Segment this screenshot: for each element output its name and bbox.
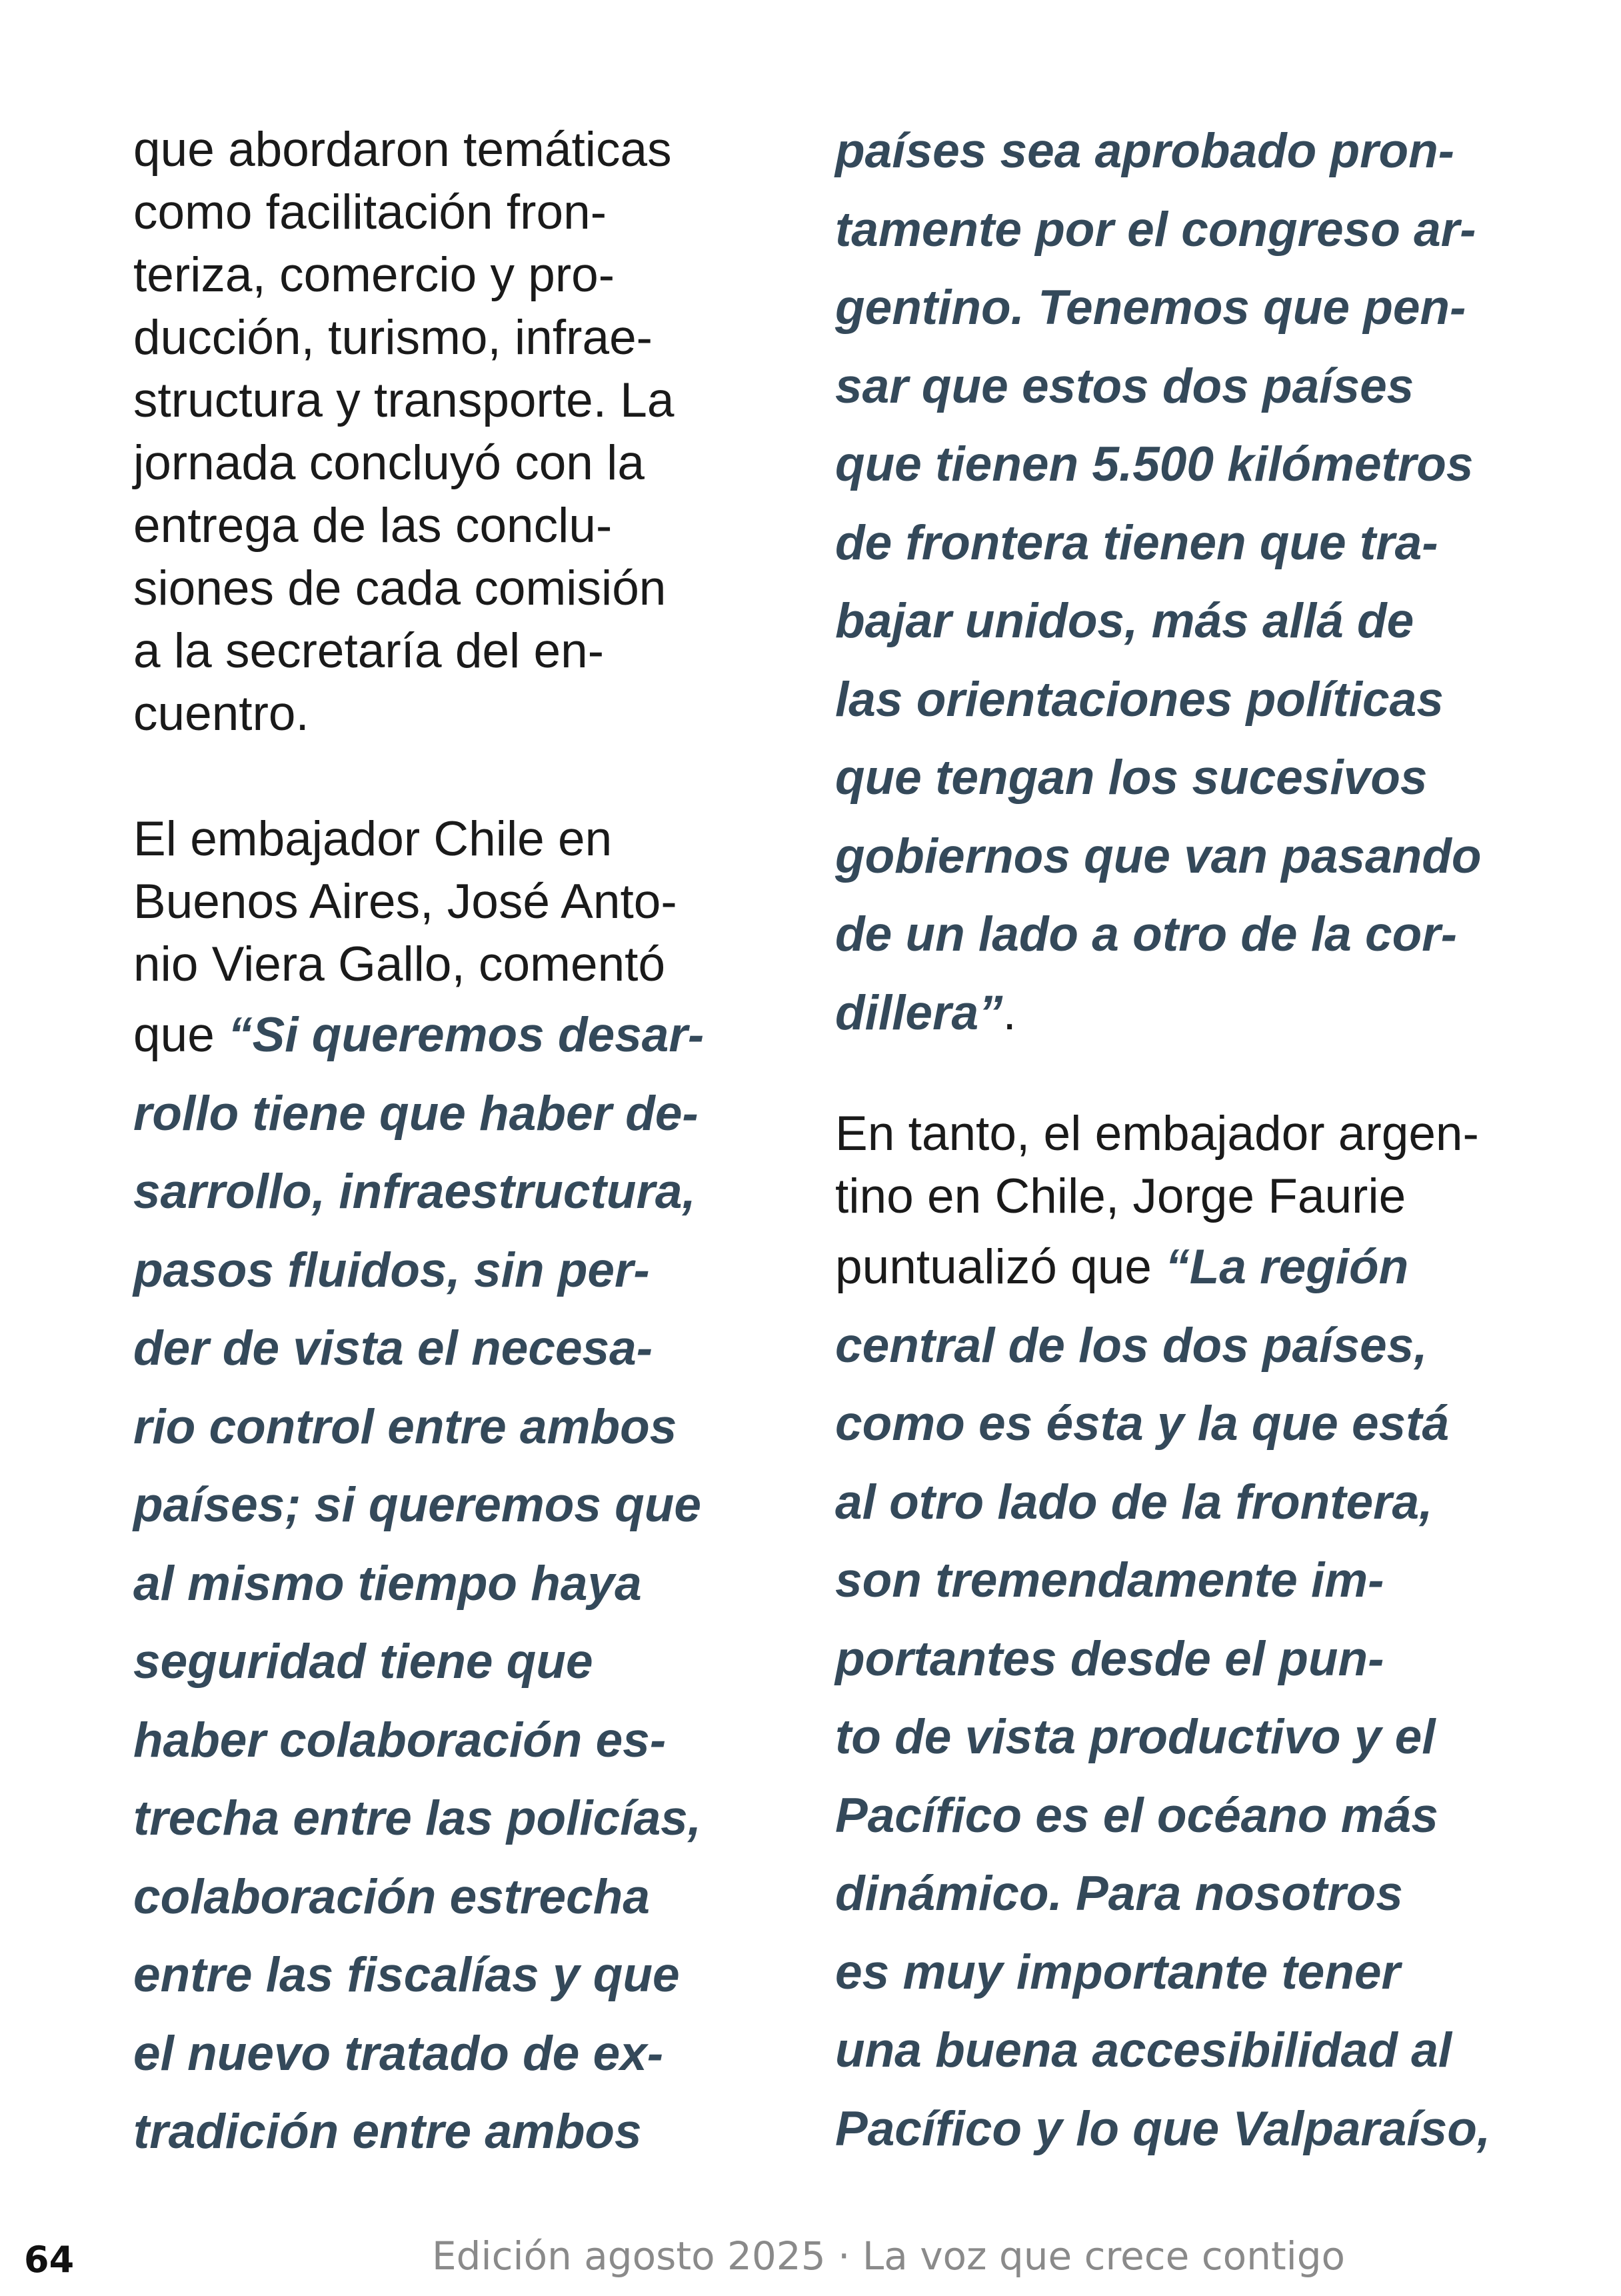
quote-line: como es ésta y la que está bbox=[835, 1397, 1450, 1451]
quote-line: es muy importante tener bbox=[835, 1945, 1400, 1999]
paragraph-2 bbox=[133, 808, 753, 2171]
paragraph-3 bbox=[835, 1103, 1535, 2168]
quote-line: colaboración estrecha bbox=[133, 1869, 650, 1924]
text-line: En tanto, el embajador argen- bbox=[835, 1107, 1479, 1161]
mixed-text-line bbox=[835, 974, 1535, 1053]
text-line: entrega de las conclu- bbox=[133, 499, 613, 553]
text-line: Buenos Aires, José Anto- bbox=[133, 875, 677, 929]
quote-line: sar que estos dos países bbox=[835, 359, 1414, 413]
text-line: El embajador Chile en bbox=[133, 812, 613, 866]
quote-line: tamente por el congreso ar- bbox=[835, 202, 1476, 257]
quote-line: portantes desde el pun- bbox=[835, 1631, 1384, 1686]
quote-line: rio control entre ambos bbox=[133, 1399, 677, 1454]
quote-line: países; si queremos que bbox=[133, 1478, 701, 1532]
quote-line: haber colaboración es- bbox=[133, 1713, 667, 1767]
paragraph-gap bbox=[133, 745, 753, 808]
quote-fragment: dillera” bbox=[835, 985, 1003, 1040]
quote-line: al otro lado de la frontera, bbox=[835, 1475, 1433, 1529]
text-line: structura y transporte. La bbox=[133, 373, 675, 427]
paragraph-gap bbox=[835, 1052, 1535, 1103]
text-line: nio Viera Gallo, comentó bbox=[133, 937, 666, 991]
quote-line: el nuevo tratado de ex- bbox=[133, 2026, 664, 2081]
quote-line: de un lado a otro de la cor- bbox=[835, 907, 1457, 961]
quote-continuation bbox=[835, 112, 1535, 1052]
right-column bbox=[835, 112, 1535, 2168]
text-line: que abordaron temáticas bbox=[133, 123, 672, 177]
quote-line: bajar unidos, más allá de bbox=[835, 594, 1414, 648]
quote-line: que tienen 5.500 kilómetros bbox=[835, 437, 1474, 491]
quote-line: de frontera tienen que tra- bbox=[835, 515, 1438, 570]
quote-line: seguridad tiene que bbox=[133, 1635, 593, 1689]
quote-line: son tremendamente im- bbox=[835, 1553, 1384, 1607]
mixed-text-line bbox=[835, 1228, 1535, 1307]
text-line: tino en Chile, Jorge Faurie bbox=[835, 1169, 1406, 1223]
footer-text: Edición agosto 2025 · La voz que crece contigo bbox=[432, 2233, 1346, 2279]
quote-line: las orientaciones políticas bbox=[835, 672, 1444, 727]
page-number: 64 bbox=[24, 2239, 75, 2281]
quote-line: rollo tiene que haber de- bbox=[133, 1086, 699, 1141]
quote-line: entre las fiscalías y que bbox=[133, 1948, 680, 2002]
quote-line: países sea aprobado pron- bbox=[835, 124, 1454, 178]
quote-line: tradición entre ambos bbox=[133, 2105, 642, 2159]
plain-fragment: que bbox=[133, 1008, 229, 1062]
text-line: como facilitación fron- bbox=[133, 185, 607, 239]
quote-line: una buena accesibilidad al bbox=[835, 2023, 1452, 2077]
quote-line: sarrollo, infraestructura, bbox=[133, 1165, 696, 1219]
quote-line: Pacífico es el océano más bbox=[835, 1788, 1438, 1843]
quote-line: trecha entre las policías, bbox=[133, 1791, 702, 1845]
text-line: teriza, comercio y pro- bbox=[133, 248, 615, 302]
quote-line: gentino. Tenemos que pen- bbox=[835, 281, 1466, 335]
quote-fragment: “Si queremos desar- bbox=[228, 1008, 705, 1062]
plain-fragment: puntualizó que bbox=[835, 1240, 1166, 1294]
quote-line: to de vista productivo y el bbox=[835, 1710, 1436, 1764]
paragraph-1 bbox=[133, 119, 753, 745]
text-line: ducción, turismo, infrae- bbox=[133, 311, 653, 365]
text-line: a la secretaría del en- bbox=[133, 624, 605, 678]
text-line: siones de cada comisión bbox=[133, 561, 667, 615]
quote-line: Pacífico y lo que Valparaíso, bbox=[835, 2101, 1491, 2156]
quote-line: que tengan los sucesivos bbox=[835, 751, 1428, 805]
quote-line: central de los dos países, bbox=[835, 1318, 1428, 1373]
quote-line: dinámico. Para nosotros bbox=[835, 1867, 1403, 1921]
quote-line: gobiernos que van pasando bbox=[835, 829, 1482, 883]
quote-fragment: “La región bbox=[1165, 1240, 1409, 1294]
plain-fragment: . bbox=[1002, 985, 1016, 1040]
quote-line: al mismo tiempo haya bbox=[133, 1556, 642, 1611]
text-line: jornada concluyó con la bbox=[133, 436, 645, 490]
left-column bbox=[133, 119, 753, 2171]
text-line: cuentro. bbox=[133, 687, 309, 741]
quote-line: der de vista el necesa- bbox=[133, 1321, 653, 1375]
mixed-text-line bbox=[133, 996, 753, 1075]
quote-line: pasos fluidos, sin per- bbox=[133, 1243, 650, 1297]
page-footer bbox=[0, 2233, 1621, 2287]
